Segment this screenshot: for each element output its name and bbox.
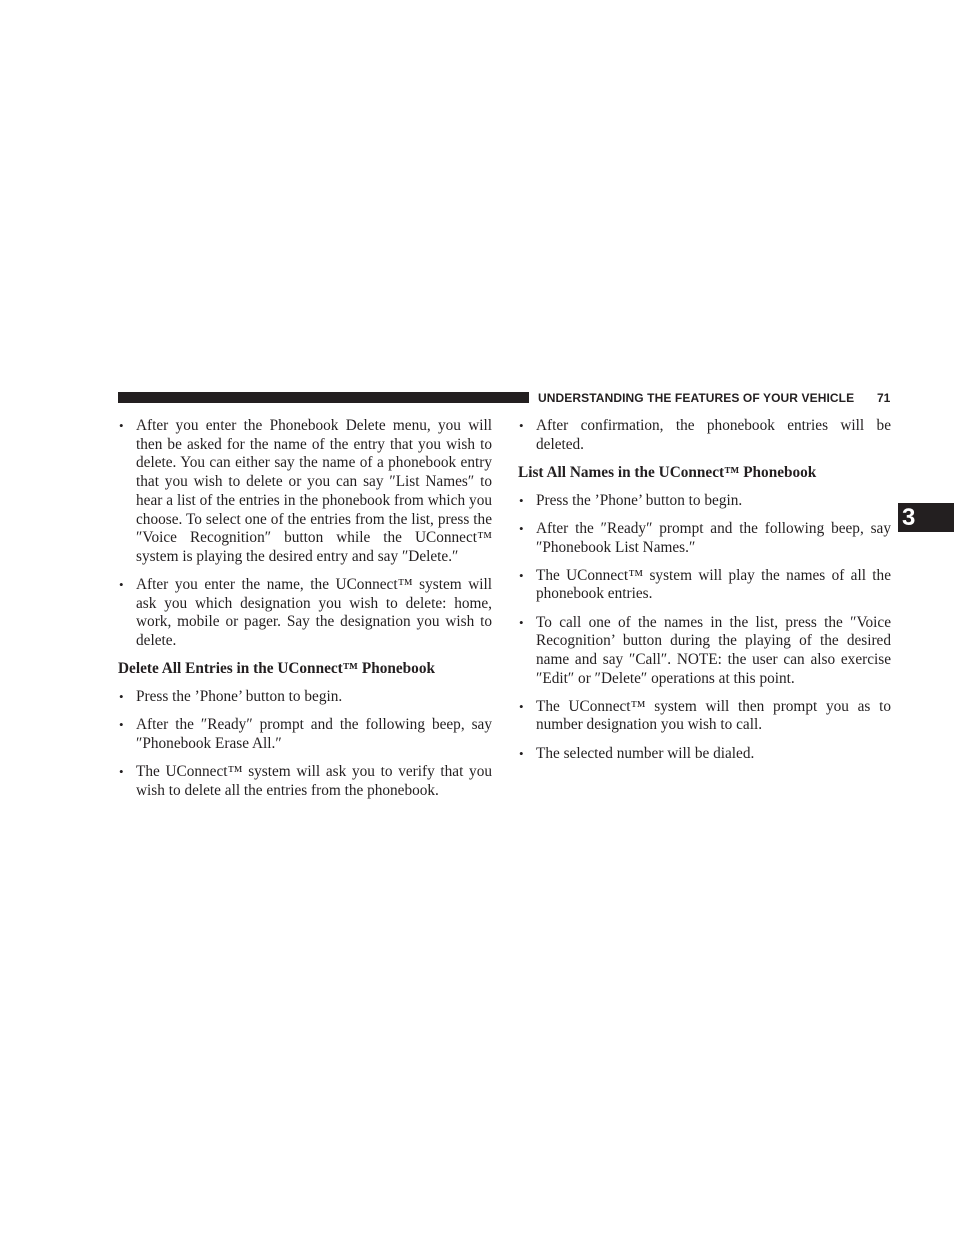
list-item: • After you enter the Phonebook Delete menu, you will then be asked for the name of the entry that you wish to delete. You can either say the name of a phonebook entry that you wish to delete or you can say ″List Names″ to hear a list of the entries in the phonebook from which you choose. To select one of the entries from the list, press the ″Voice Recognition″ button while the UConnect™ system is playing the desired entry and say ″Delete.″ (119, 417, 492, 565)
section-heading-list-all: List All Names in the UConnect™ Phonebook (518, 463, 817, 481)
list-item: • To call one of the names in the list, press the ″Voice Recognition’ button during the playing of the desired name and say ″Call″. NOTE: the user can also exercise ″Edit″ or ″Delete″ operations at this point. (519, 613, 891, 687)
list-item: • The UConnect™ system will ask you to verify that you wish to delete all the entries from the phonebook. (119, 763, 492, 799)
list-item: • After you enter the name, the UConnect™ system will ask you which designation you wish to delete: home, work, mobile or pager. Say the designation you wish to delete. (119, 576, 492, 650)
list-item: • After the ″Ready″ prompt and the following beep, say ″Phonebook List Names.″ (519, 519, 891, 556)
bullet-icon: • (119, 689, 124, 705)
bullet-icon: • (119, 717, 124, 733)
chapter-number: 3 (902, 503, 916, 531)
section-heading-delete-all: Delete All Entries in the UConnect™ Phonebook (118, 660, 435, 678)
right-list-bottom (518, 492, 891, 763)
list-item: • After the ″Ready″ prompt and the following beep, say ″Phonebook Erase All.″ (119, 716, 492, 753)
list-item: • After confirmation, the phonebook entries will be deleted. (519, 417, 891, 453)
bullet-icon: • (519, 745, 524, 761)
list-item: • Press the ’Phone’ button to begin. (119, 688, 343, 706)
bullet-icon: • (519, 492, 524, 508)
chapter-tab (898, 503, 954, 532)
bullet-icon: • (519, 418, 524, 433)
bullet-icon: • (519, 520, 524, 536)
list-item: • Press the ’Phone’ button to begin. (519, 491, 743, 509)
bullet-icon: • (519, 567, 524, 583)
list-item: • The UConnect™ system will then prompt you as to number designation you wish to call. (519, 697, 891, 734)
list-item: • The selected number will be dialed. (519, 744, 755, 762)
right-list-top (518, 417, 891, 454)
right-column (518, 417, 891, 773)
bullet-icon: • (119, 577, 124, 593)
left-column (118, 417, 492, 810)
running-header-title: UNDERSTANDING THE FEATURES OF YOUR VEHICLE (538, 391, 855, 405)
page-number: 71 (877, 391, 891, 405)
bullet-icon: • (119, 764, 124, 780)
left-list-bottom (118, 688, 492, 800)
header-rule (118, 392, 529, 403)
list-item: • The UConnect™ system will play the names of all the phonebook entries. (519, 566, 891, 603)
bullet-icon: • (519, 698, 524, 714)
left-list-top (118, 417, 492, 651)
bullet-icon: • (119, 418, 124, 433)
bullet-icon: • (519, 614, 524, 630)
